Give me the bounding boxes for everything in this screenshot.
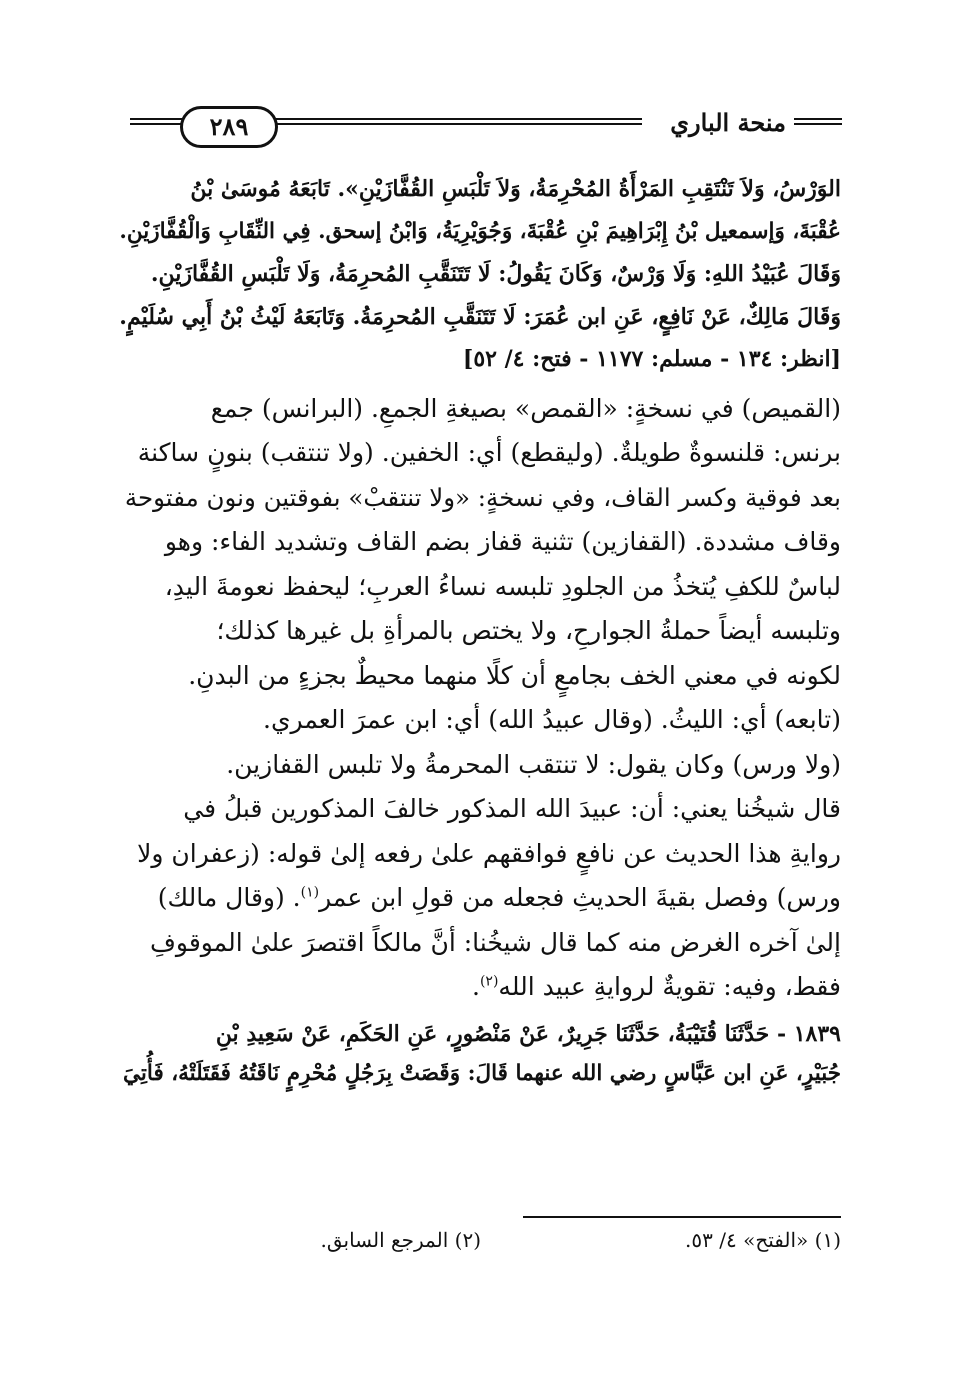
text-line: وَقَالَ عُبَيْدُ اللهِ: وَلَا وَرْسٌ، وَكَانَ يَقُولُ: لَا تَتَنَقَّبِ المُحرِمَةُ، وَلَا تَلْبَسِ القُفَّازَيْنِ. (150, 261, 841, 287)
text-line: (تابعه) أي: الليثُ. (وقال عبيدُ الله) أي: ابن عمرَ العمري. (263, 705, 841, 734)
book-title: منحة الباري (670, 108, 786, 137)
hadith-text (115, 168, 841, 381)
text-line: ١٨٣٩ - حَدَّثَنَا قُتَيْبَةُ، حَدَّثَنَا جَرِيرٌ، عَنْ مَنْصُورٍ، عَنِ الحَكَمِ، عَنْ سَعِيدِ بْنِ (215, 1020, 841, 1047)
text-line: وقاف مشددة. (القفازين) تثنية قفاز بضم القاف وتشديد الفاء: وهو (164, 527, 841, 556)
footnote-2: (٢) المرجع السابق. (320, 1228, 481, 1252)
footnote-divider (523, 1216, 841, 1218)
text-line: (ولا ورس) وكان يقول: لا تنتقب المحرمةُ ولا تلبس القفازين. (226, 749, 841, 779)
text-line: الوَرْسُ، وَلاَ تَنْتَقِبِ المَرْأَةُ المُحْرِمَةُ، وَلاَ تَلْبَسِ القُفَّازَيْنِ». تَابَعَهُ مُوسَىٰ بْنُ (190, 176, 841, 202)
text-segment: . (وقال مالك) (157, 883, 301, 912)
footnote-1: (١) «الفتح» ٤/ ٥٣. (685, 1228, 841, 1252)
header-rule-right (794, 118, 842, 125)
text-segment: . (472, 972, 480, 1001)
header-rule-left (130, 118, 182, 125)
text-line: روايةِ هذا الحديث عن نافعٍ فوافقهم علىٰ رفعه إلىٰ قوله: (زعفران ولا (137, 838, 841, 868)
text-line: بعد فوقية وكسر القاف، وفي نسخةٍ: «ولا تنتقبْ» بفوقتين ونون مفتوحة (124, 482, 841, 512)
page-number: ٢٨٩ (180, 106, 278, 148)
text-line: عُقْبَةَ، وَإسمعيل بْنُ إِبْرَاهِيمَ بْنِ عُقْبَةَ، وَجُوَيْرِيَةُ، وَابْنُ إسحق. فِي النِّقَابِ وَالْقُفَّازَيْنِ. (119, 218, 841, 244)
text-line: (القميص) في نسخةٍ: «القمص» بصيغةِ الجمعِ. (البرانس) جمع (210, 393, 841, 423)
next-hadith (115, 1014, 841, 1094)
text-line: وتلبسه أيضاً حملةُ الجوارحِ، ولا يختص بالمرأةِ بل غيرها كذلك؛ (216, 616, 841, 645)
footnotes (115, 1228, 841, 1260)
text-line (115, 876, 841, 921)
footnote-marker[interactable]: (١) (300, 884, 320, 901)
text-segment: ورس) وفصل بقيةَ الحديثِ فجعله من قولِ ابن عمر (319, 883, 841, 912)
text-line: قال شيخُنا يعني: أن: عبيدَ الله المذكور خالفَ المذكورين قبلُ في (183, 794, 841, 823)
footnote-marker[interactable]: (٢) (479, 973, 499, 990)
text-segment: فقط، وفيه: تقويةٌ لروايةِ عبيد الله (498, 972, 841, 1001)
text-line (115, 965, 841, 1010)
text-line: برنس: قلنسوةٌ طويلةٌ. (وليقطع) أي: الخفين. (ولا تنتقب) بنونٍ ساكنة (137, 438, 841, 467)
page-body (115, 168, 841, 1094)
reference-line: [انظر: ١٣٤ - مسلم: ١١٧٧ - فتح: ٤/ ٥٢] (462, 346, 841, 372)
text-line: وَقَالَ مَالِكٌ، عَنْ نَافِعٍ، عَنِ ابن عُمَرَ: لَا تَتَنَقَّبِ المُحرِمَةُ. وَتَابَعَهُ لَيْثُ بْنُ أَبِي سُلَيْمٍ. (119, 303, 841, 330)
header-rule-middle (270, 118, 642, 125)
running-header (130, 98, 842, 158)
commentary (115, 387, 841, 1010)
text-line: جُبَيْرٍ، عَنِ ابن عَبَّاسٍ رضي الله عنهما قَالَ: وَقَصَتْ بِرَجُلٍ مُحْرِمٍ نَاقَتُهُ فَقَتَلَتْهُ، فَأُتِيَ (122, 1060, 841, 1086)
text-line: لكونه في معني الخف بجامعٍ أن كلًا منهما محيطٌ بجزءٍ من البدنِ. (188, 660, 841, 690)
text-line: لباسٌ للكفِ يُتخذُ من الجلودِ تلبسه نساءُ العربِ؛ ليحفظ نعومةَ اليدِ، (164, 571, 841, 601)
text-line: إلىٰ آخره الغرض منه كما قال شيخُنا: أنَّ مالكاً اقتصرَ علىٰ الموقوفِ (149, 927, 841, 957)
